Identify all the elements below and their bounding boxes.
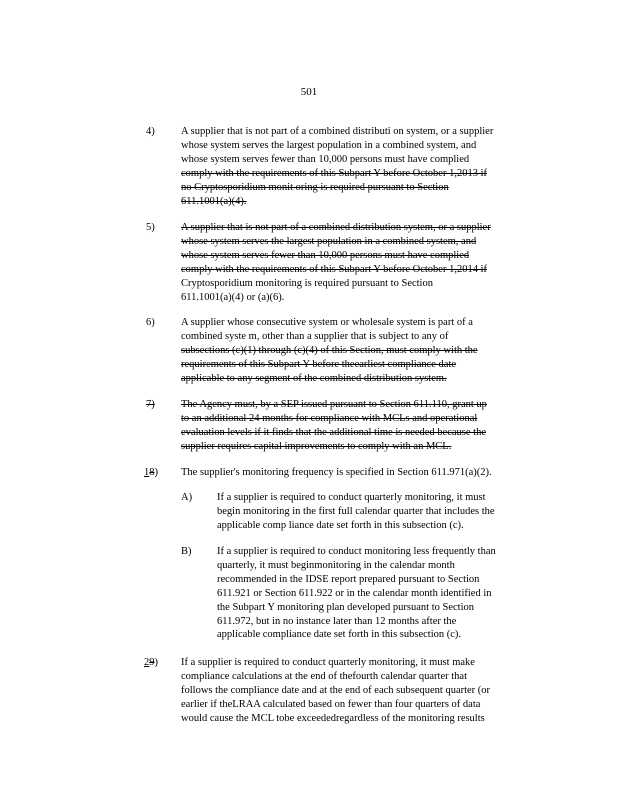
deleted-text-line: comply with the requirements of this Subpart Y before October 1,2014 if <box>181 263 487 275</box>
deleted-text-line: The Agency must, by a SEP issued pursuant to Section 611.110, grant up <box>181 399 487 410</box>
text-line: If a supplier is required to conduct quarterly monitoring, it must make <box>181 657 475 668</box>
text-line: compliance calculations at the end of thefourth calendar quarter that <box>181 670 467 682</box>
deleted-text-line: supplier requires capital improvements to comply with an MCL. <box>181 440 452 452</box>
item-marker: 7) <box>146 399 155 410</box>
item-marker: 6) <box>146 317 155 328</box>
deleted-number: 9 <box>149 657 155 668</box>
text-line: begin monitoring in the first full calendar quarter that includes the <box>217 505 495 517</box>
section-marker: 29) <box>144 657 158 668</box>
text-line: whose system serves fewer than 10,000 persons must have complied <box>181 153 470 165</box>
deleted-number: 8 <box>149 467 155 478</box>
text-line: combined syste m, other than a supplier that is subject to any of <box>181 330 449 342</box>
deleted-text-line: requirements of this Subpart Y before theearliest compliance date <box>181 358 457 370</box>
deleted-text-line: whose system serves fewer than 10,000 persons must have complied <box>181 249 470 261</box>
section-text: The supplier's monitoring frequency is specified in Section 611.971(a)(2). <box>181 467 492 478</box>
text-line: whose system serves the largest population in a combined system, and <box>181 139 477 151</box>
section-marker: 18) <box>144 467 158 478</box>
deleted-text-line: A supplier that is not part of a combined distribution system, or a supplier <box>181 222 491 233</box>
deleted-text-line: comply with the requirements of this Subpart Y before October 1,2013 if <box>181 167 487 179</box>
subitem-marker: A) <box>181 492 193 503</box>
deleted-text-line: evaluation levels if it finds that the additional time is needed because the <box>181 426 486 438</box>
text-line: 611.972, but in no instance later than 12 months after the <box>217 615 457 627</box>
deleted-text-line: 611.1001(a)(4). <box>181 195 247 207</box>
page-number: 501 <box>300 86 318 98</box>
text-line: would cause the MCL tobe exceededregardless of the monitoring results <box>181 712 485 724</box>
text-line: 611.1001(a)(4) or (a)(6). <box>181 291 285 303</box>
item-marker: 4) <box>146 126 155 137</box>
deleted-text-line: to an additional 24 months for compliance with MCLs and operational <box>181 412 478 424</box>
text-line: If a supplier is required to conduct monitoring less frequently than <box>217 546 496 557</box>
item-marker: 5) <box>146 222 155 233</box>
text-line: A supplier whose consecutive system or wholesale system is part of a <box>181 317 473 328</box>
subitem-marker: B) <box>181 546 192 557</box>
text-line: follows the compliance date and at the end of each subsequent quarter (or <box>181 684 491 696</box>
text-line: the Subpart Y monitoring plan developed pursuant to Section <box>217 601 475 613</box>
deleted-text-line: applicable to any segment of the combined distribution system. <box>181 372 447 384</box>
inserted-number: 1 <box>144 467 150 478</box>
text-line: If a supplier is required to conduct quarterly monitoring, it must <box>217 492 486 503</box>
text-line: recommended in the IDSE report prepared pursuant to Section <box>217 573 480 585</box>
deleted-text-line: no Cryptosporidium monit oring is required pursuant to Section <box>181 181 449 193</box>
text-line: quarterly, it must beginmonitoring in the calendar month <box>217 559 455 571</box>
text-line: Cryptosporidium monitoring is required pursuant to Section <box>181 277 433 289</box>
inserted-number: 2 <box>144 657 150 668</box>
text-line: applicable comp liance date set forth in this subsection (c). <box>217 519 464 531</box>
text-line: 611.921 or Section 611.922 or in the calendar month identified in <box>217 587 492 599</box>
deleted-text-line: whose system serves the largest population in a combined system, and <box>181 235 477 247</box>
text-line: A supplier that is not part of a combined distributi on system, or a supplier <box>181 126 494 137</box>
text-line: applicable compliance date set forth in this subsection (c). <box>217 629 462 641</box>
deleted-text-line: subsections (c)(1) through (c)(4) of this Section, must comply with the <box>181 344 478 356</box>
text-line: earlier if theLRAA calculated based on fewer than four quarters of data <box>181 698 481 710</box>
